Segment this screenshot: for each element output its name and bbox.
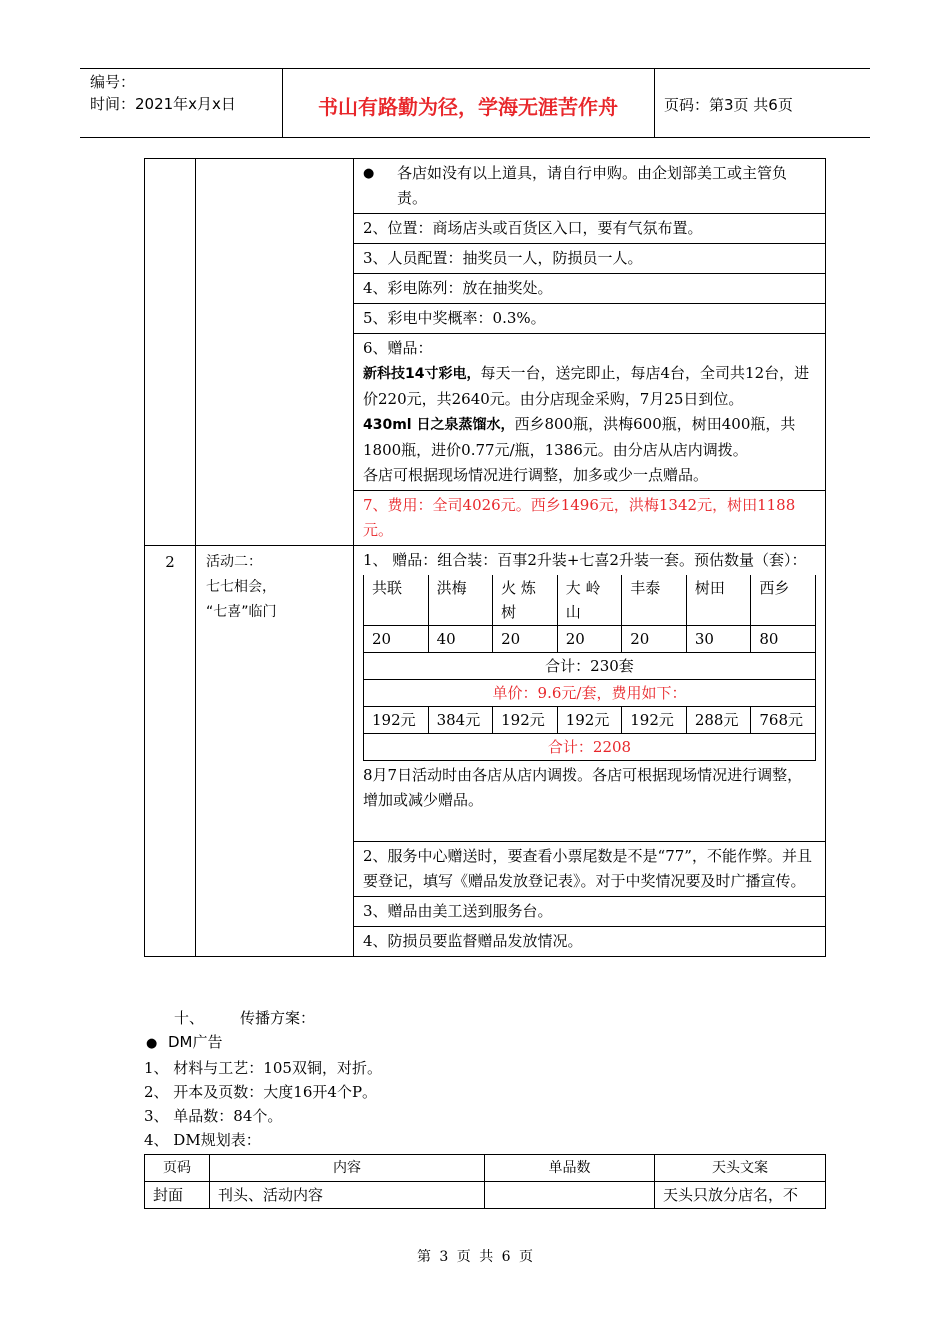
header-divider xyxy=(654,69,655,137)
quantity-cell: 40 xyxy=(428,626,493,653)
dm-plan-table xyxy=(144,1154,826,1209)
quantity-cell: 20 xyxy=(557,626,622,653)
dm-header: 页码 xyxy=(145,1155,210,1182)
store-name: 洪梅 xyxy=(428,575,493,626)
gift-quantity-table xyxy=(363,575,816,761)
gift-title: 6、赠品： xyxy=(363,339,433,357)
row2-detail-cell xyxy=(354,546,826,957)
detail-line: 4、彩电陈列：放在抽奖处。 xyxy=(354,274,825,304)
quantity-cell: 30 xyxy=(686,626,751,653)
header-motto: 书山有路勤为径，学海无涯苦作舟 xyxy=(318,95,618,119)
bullet-item: ● 各店如没有以上道具，请自行申购。由企划部美工或主管负责。 xyxy=(363,161,816,211)
dm-cell xyxy=(485,1182,655,1209)
activity-row-2 xyxy=(145,546,826,957)
section-heading xyxy=(144,1006,834,1030)
store-name: 大 岭 山 xyxy=(557,575,622,626)
detail-line: 3、人员配置：抽奖员一人，防损员一人。 xyxy=(354,244,825,274)
page-header xyxy=(80,68,870,138)
tv-gift xyxy=(363,361,816,412)
water-name: 430ml 日之泉蒸馏水， xyxy=(363,417,515,433)
activity-row-1 xyxy=(145,159,826,546)
dm-header: 单品数 xyxy=(485,1155,655,1182)
detail-line: 5、彩电中奖概率：0.3%。 xyxy=(354,304,825,334)
store-name: 火 炼 树 xyxy=(493,575,558,626)
detail-line: 2、服务中心赠送时，要查看小票尾数是不是“77”，不能作弊。并且要登记，填写《赠品发放登记表》。对于中奖情况要及时广播宣传。 xyxy=(354,842,825,897)
store-name: 树田 xyxy=(686,575,751,626)
number-label: 编号： xyxy=(90,73,136,91)
dm-row xyxy=(145,1182,826,1209)
water-gift xyxy=(363,412,816,463)
header-page-label: 页码：第3页 共6页 xyxy=(664,96,793,114)
header-info xyxy=(90,71,280,115)
activity-slogan: “七喜”临门 xyxy=(206,604,277,620)
activity-title: 活动二： xyxy=(206,554,262,570)
activity-table xyxy=(144,158,826,957)
total-cost: 合计：2208 xyxy=(364,734,816,761)
page-footer: 第 3 页 共 6 页 xyxy=(416,1249,534,1265)
dm-cell: 天头只放分店名，不 xyxy=(655,1182,826,1209)
cost-line: 7、费用：全司4026元。西乡1496元，洪梅1342元，树田1188元。 xyxy=(354,491,825,546)
row2-index: 2 xyxy=(145,546,196,957)
bullet-dot-icon: ● xyxy=(146,1036,158,1051)
gift-plan xyxy=(354,546,825,842)
cost-cell: 768元 xyxy=(751,707,816,734)
cost-cell: 192元 xyxy=(493,707,558,734)
quantity-cell: 80 xyxy=(751,626,816,653)
quantity-row xyxy=(364,626,816,653)
section-line: 1、 材料与工艺：105双铜，对折。 xyxy=(144,1059,382,1077)
propagation-section xyxy=(144,1006,834,1152)
detail-line: 3、赠品由美工送到服务台。 xyxy=(354,897,825,927)
detail-line: 2、位置：商场店头或百货区入口，要有气氛布置。 xyxy=(354,214,825,244)
row2-activity-cell xyxy=(196,546,354,957)
dm-cell: 刊头、活动内容 xyxy=(210,1182,485,1209)
quantity-cell: 20 xyxy=(622,626,687,653)
dm-bullet-label: DM广告 xyxy=(168,1033,223,1051)
dm-header: 天头文案 xyxy=(655,1155,826,1182)
cost-cell: 192元 xyxy=(622,707,687,734)
detail-line: 4、防损员要监督赠品发放情况。 xyxy=(354,927,825,957)
section-line: 3、 单品数：84个。 xyxy=(144,1107,283,1125)
section-number: 十、 xyxy=(174,1009,205,1027)
quantity-cell: 20 xyxy=(493,626,558,653)
store-name: 西乡 xyxy=(751,575,816,626)
section-title: 传播方案： xyxy=(240,1009,316,1027)
row1-activity-cell xyxy=(196,159,354,546)
cost-cell: 384元 xyxy=(428,707,493,734)
gift-details xyxy=(354,334,825,491)
activity-subtitle: 七七相会， xyxy=(206,579,276,595)
total-sets: 合计：230套 xyxy=(364,653,816,680)
cost-cell: 288元 xyxy=(686,707,751,734)
gift-intro: 1、 赠品：组合装：百事2升装+七喜2升装一套。预估数量（套）： xyxy=(363,551,807,569)
dm-header-row xyxy=(145,1155,826,1182)
store-name: 丰泰 xyxy=(622,575,687,626)
bullet-dot-icon: ● xyxy=(363,166,375,181)
cost-row xyxy=(364,707,816,734)
cost-cell: 192元 xyxy=(364,707,429,734)
dm-header: 内容 xyxy=(210,1155,485,1182)
adjust-note: 各店可根据现场情况进行调整，加多或少一点赠品。 xyxy=(363,466,709,484)
quantity-cell: 20 xyxy=(364,626,429,653)
section-line: 2、 开本及页数：大度16开4个P。 xyxy=(144,1083,378,1101)
store-name: 共联 xyxy=(364,575,429,626)
transfer-note: 8月7日活动时由各店从店内调拨。各店可根据现场情况进行调整，增加或减少赠品。 xyxy=(363,766,803,809)
section-line: 4、 DM规划表： xyxy=(144,1131,261,1149)
row1-index-cell xyxy=(145,159,196,546)
dm-bullet xyxy=(144,1030,834,1056)
store-row xyxy=(364,575,816,626)
dm-cell: 封面 xyxy=(145,1182,210,1209)
tv-name: 新科技14寸彩电， xyxy=(363,366,481,382)
time-label: 时间：2021年x月x日 xyxy=(90,95,236,113)
tv-text: 每天一台，送完即止，每店4台，全司共12台，进价220元，共2640元。由分店现金采购，7月25日到位。 xyxy=(363,364,810,408)
unit-price: 单价：9.6元/套，费用如下： xyxy=(364,680,816,707)
row1-detail-cell xyxy=(354,159,826,546)
cost-cell: 192元 xyxy=(557,707,622,734)
water-text: 西乡800瓶，洪梅600瓶，树田400瓶，共1800瓶，进价0.77元/瓶，1386元。由分店从店内调拨。 xyxy=(363,415,796,459)
